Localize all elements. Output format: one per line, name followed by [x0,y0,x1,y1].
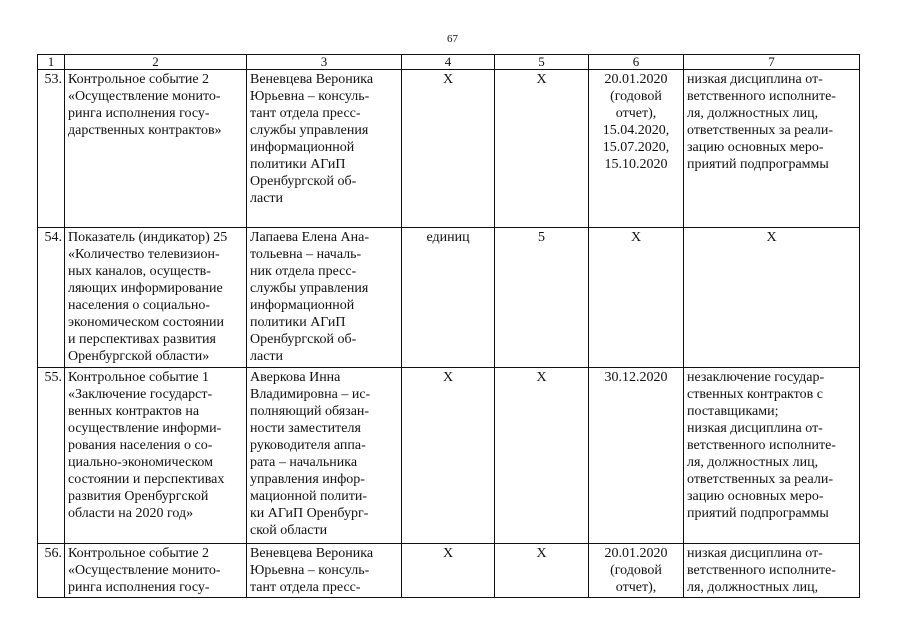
text-line: низкая дисциплина от- [687,546,823,561]
text-line: ля, должностных лиц, [687,580,819,595]
text-line: 15.10.2020 [604,157,668,172]
text-line: Юрьевна – консуль- [250,563,370,578]
unit-cell: единиц [402,228,495,368]
text-line: отчет), [615,106,657,121]
column-header-1: 1 [38,55,65,70]
event-description-cell [65,544,247,598]
text-line: службы управления [250,123,369,138]
responsible-person-cell [247,368,402,544]
text-line: мационной полити- [250,489,367,504]
text-line: Контрольное событие 1 [68,370,210,385]
column-header-6: 6 [589,55,684,70]
unit-cell: Х [402,70,495,228]
row-number: 54. [38,228,65,368]
column-header-row [38,55,860,70]
text-line: зацию основных меро- [687,140,824,155]
text-line: ля, должностных лиц, [687,106,819,121]
text-line: экономическом состоянии [68,315,225,330]
event-description-cell [65,70,247,228]
text-line: Владимировна – ис- [250,387,371,402]
text-line: населения о социально- [68,298,210,313]
text-line: ответственных за реали- [687,123,834,138]
text-line: рата – начальника [250,455,358,470]
column-header-4: 4 [402,55,495,70]
value-cell: Х [495,368,589,544]
text-line: тант отдела пресс- [250,106,361,121]
text-line: «Количество телевизион- [68,247,220,262]
text-line: полняющий обязан- [250,404,370,419]
text-line: ринга исполнения госу- [68,106,210,121]
text-line: тант отдела пресс- [250,580,361,595]
risk-cell [684,70,860,228]
row-number: 53. [38,70,65,228]
text-line: руководителя аппа- [250,438,366,453]
text-line: службы управления [250,281,369,296]
text-line: Веневцева Вероника [250,546,374,561]
text-line: венных контрактов на [68,404,200,419]
table-row [38,70,860,228]
text-line: отчет), [615,580,657,595]
text-line: Юрьевна – консуль- [250,89,370,104]
text-line: 15.04.2020, [602,123,670,138]
text-line: 15.07.2020, [602,140,670,155]
text-line: развития Оренбургской [68,489,209,504]
text-line: Аверкова Инна [250,370,341,385]
unit-cell: Х [402,544,495,598]
text-line: низкая дисциплина от- [687,421,823,436]
column-header-7: 7 [684,55,860,70]
risk-cell: Х [684,228,860,368]
row-number: 56. [38,544,65,598]
text-line: Веневцева Вероника [250,72,374,87]
text-line: «Осуществление монито- [68,563,221,578]
text-line: 20.01.2020 [604,72,668,87]
text-line: ринга исполнения госу- [68,580,210,595]
text-line: ответственных за реали- [687,472,834,487]
text-line: Оренбургской области» [68,349,210,364]
row-number: 55. [38,368,65,544]
deadline-cell [589,70,684,228]
column-header-3: 3 [247,55,402,70]
responsible-person-cell [247,544,402,598]
responsible-person-cell [247,228,402,368]
text-line: незаключение государ- [687,370,825,385]
text-line: управления инфор- [250,472,365,487]
text-line: ляющих информирование [68,281,223,296]
text-line: ветственного исполните- [687,89,836,104]
column-header-2: 2 [65,55,247,70]
text-line: «Заключение государст- [68,387,213,402]
text-line: «Осуществление монито- [68,89,221,104]
text-line: области на 2020 год» [68,506,194,521]
deadline-cell [589,544,684,598]
text-line: ных каналов, осуществ- [68,264,211,279]
event-description-cell [65,368,247,544]
text-line: информационной [250,140,355,155]
text-line: ности заместителя [250,421,361,436]
text-line: осуществление информи- [68,421,222,436]
text-line: рования населения о со- [68,438,213,453]
value-cell: 5 [495,228,589,368]
text-line: ственных контрактов с [687,387,823,402]
text-line: Показатель (индикатор) 25 [68,230,228,245]
text-line: поставщиками; [687,404,779,419]
text-line: низкая дисциплина от- [687,72,823,87]
text-line: Оренбургской об- [250,332,357,347]
table-row [38,228,860,368]
text-line: 20.01.2020 [604,546,668,561]
deadline-cell: Х [589,228,684,368]
text-line: приятий подпрограммы [687,506,829,521]
unit-cell: Х [402,368,495,544]
text-line: информационной [250,298,355,313]
text-line: политики АГиП [250,157,346,172]
risk-cell [684,544,860,598]
text-line: (годовой [610,89,662,104]
text-line: ник отдела пресс- [250,264,357,279]
text-line: Контрольное событие 2 [68,72,210,87]
column-header-5: 5 [495,55,589,70]
text-line: состоянии и перспективах [68,472,225,487]
text-line: политики АГиП [250,315,346,330]
text-line: Оренбургской об- [250,174,357,189]
text-line: ской области [250,523,328,538]
page-number: 67 [447,33,458,45]
text-line: и перспективах развития [68,332,216,347]
deadline-cell: 30.12.2020 [589,368,684,544]
text-line: ветственного исполните- [687,563,836,578]
text-line: ласти [250,191,284,206]
monitoring-table [37,54,860,598]
text-line: дарственных контрактов» [68,123,222,138]
text-line: циально-экономическом [68,455,214,470]
text-line: приятий подпрограммы [687,157,829,172]
value-cell: Х [495,544,589,598]
responsible-person-cell [247,70,402,228]
risk-cell [684,368,860,544]
text-line: Контрольное событие 2 [68,546,210,561]
text-line: ля, должностных лиц, [687,455,819,470]
text-line: тольевна – началь- [250,247,362,262]
text-line: Лапаева Елена Ана- [250,230,370,245]
text-line: ветственного исполните- [687,438,836,453]
text-line: (годовой [610,563,662,578]
event-description-cell [65,228,247,368]
text-line: ки АГиП Оренбург- [250,506,369,521]
text-line: ласти [250,349,284,364]
table-row [38,368,860,544]
text-line: зацию основных меро- [687,489,824,504]
value-cell: Х [495,70,589,228]
table-row [38,544,860,598]
